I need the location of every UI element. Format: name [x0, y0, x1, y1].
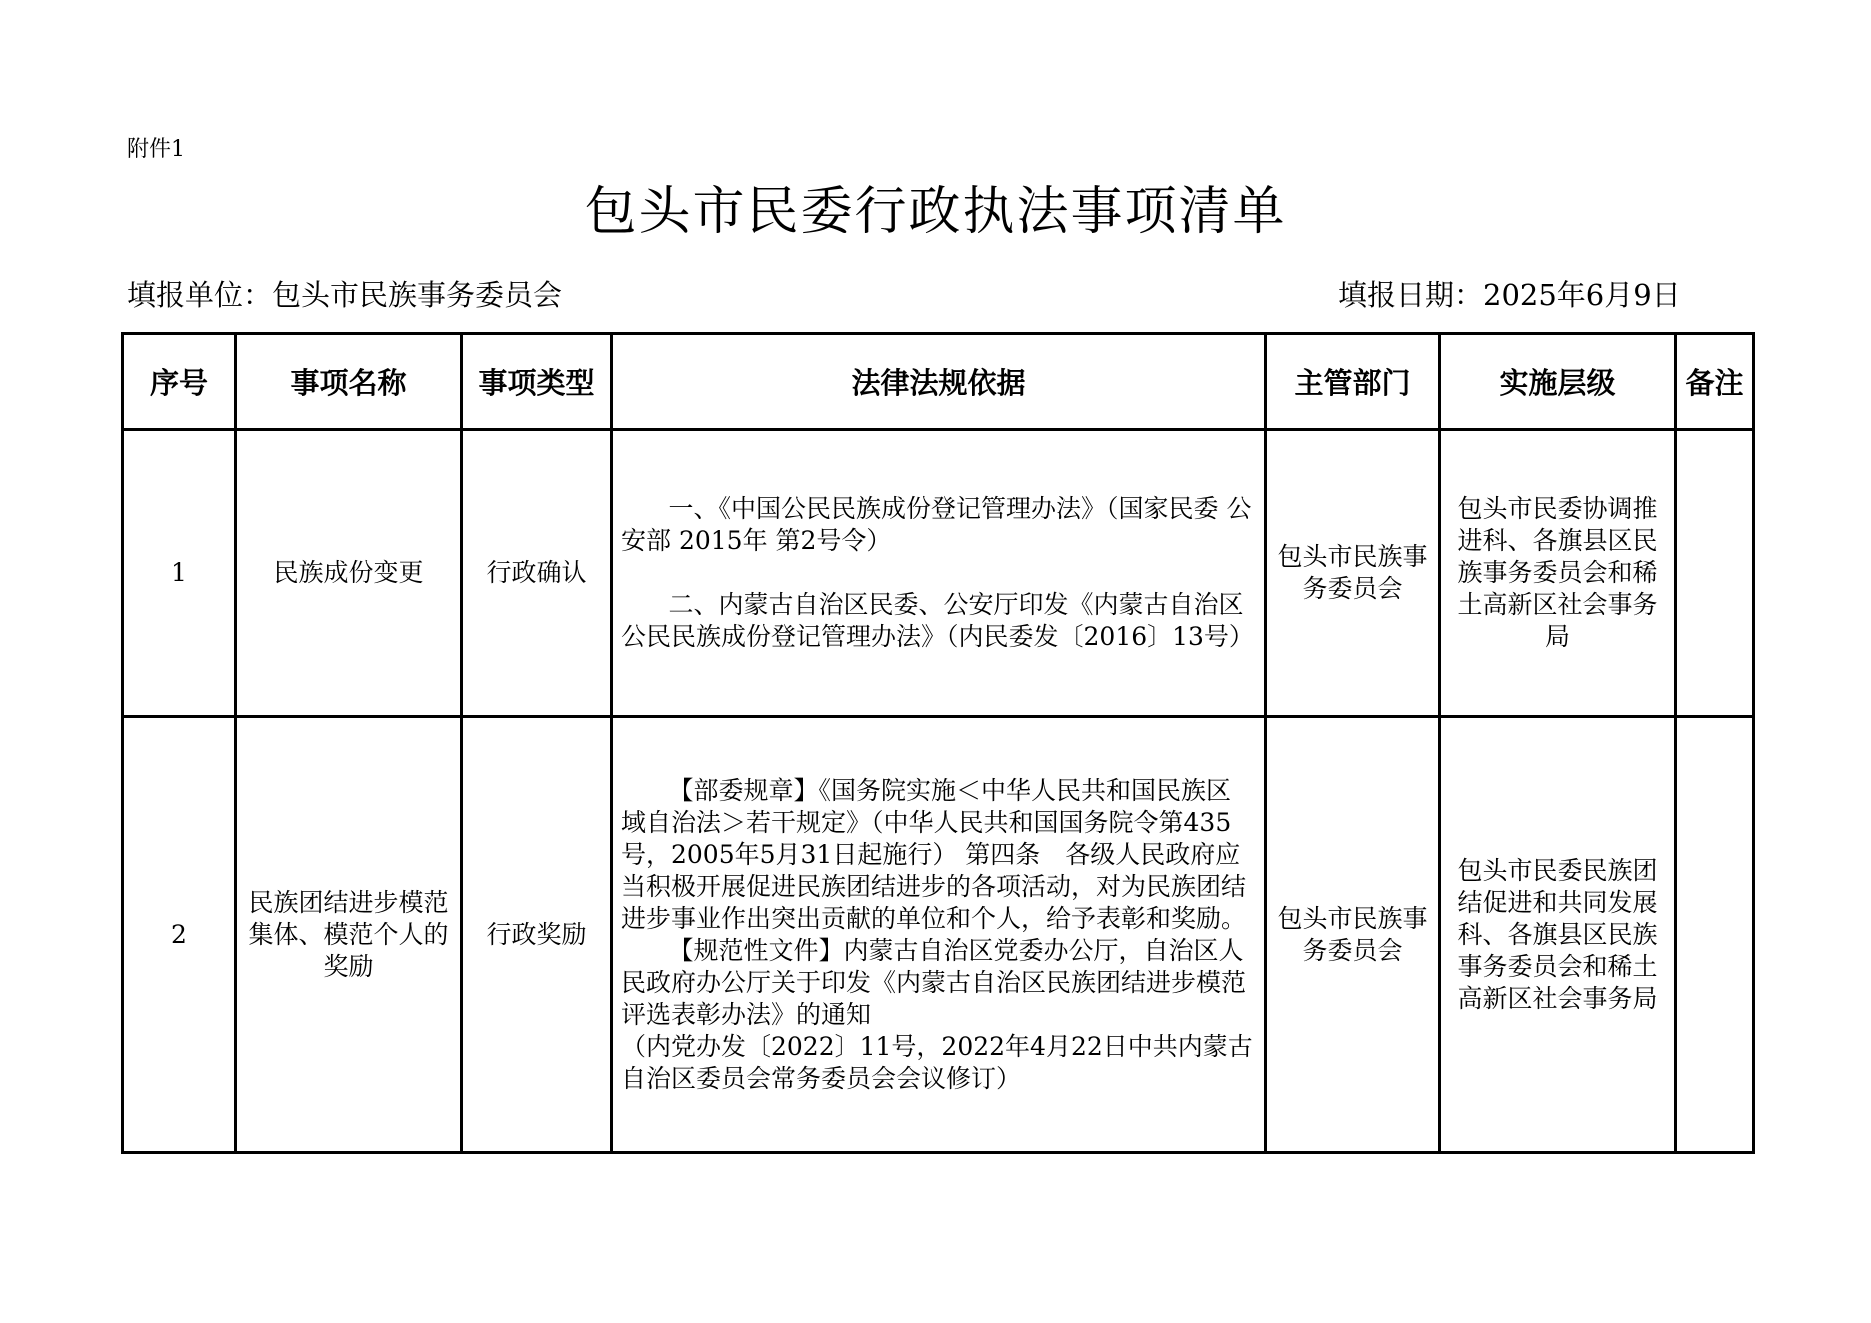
filing-date: 填报日期：2025年6月9日: [1338, 278, 1681, 312]
cell-remark: [1676, 430, 1754, 717]
cell-level: 包头市民委协调推进科、各旗县区民族事务委员会和稀土高新区社会事务局: [1440, 430, 1676, 717]
table-row: [123, 430, 1754, 717]
cell-item-type: 行政确认: [462, 430, 612, 717]
cell-item-type: 行政奖励: [462, 717, 612, 1153]
paragraph-gap: [621, 557, 1254, 589]
cell-remark: [1676, 717, 1754, 1153]
cell-item-name: 民族团结进步模范集体、模范个人的奖励: [236, 717, 462, 1153]
basis-paragraph: 二、内蒙古自治区民委、公安厅印发《内蒙古自治区公民民族成份登记管理办法》（内民委发〔2016〕13号）: [621, 590, 1254, 651]
table-header-row: [123, 334, 1754, 430]
basis-paragraph: （内党办发〔2022〕11号，2022年4月22日中共内蒙古自治区委员会常务委员会会议修订）: [621, 1031, 1253, 1093]
filing-unit: 填报单位：包头市民族事务委员会: [127, 278, 563, 312]
table-row: [123, 717, 1754, 1153]
header-no: 序号: [123, 334, 236, 430]
basis-paragraph: 【部委规章】《国务院实施＜中华人民共和国民族区域自治法＞若干规定》（中华人民共和国国务院令第435号，2005年5月31日起施行） 第四条 各级人民政府应当积极开展促进民族团结进步的各项活动，对为民族团结进步事业作出突出贡献的单位和个人，给予表彰和奖励。: [621, 775, 1247, 933]
header-level: 实施层级: [1440, 334, 1676, 430]
page-title: 包头市民委行政执法事项清单: [584, 182, 1287, 242]
cell-department: 包头市民族事务委员会: [1266, 717, 1440, 1153]
cell-level: 包头市民委民族团结促进和共同发展科、各旗县区民族事务委员会和稀土高新区社会事务局: [1440, 717, 1676, 1153]
cell-no: 1: [123, 430, 236, 717]
header-department: 主管部门: [1266, 334, 1440, 430]
cell-no: 2: [123, 717, 236, 1153]
attachment-label: 附件1: [127, 137, 185, 162]
basis-paragraph: 【规范性文件】内蒙古自治区党委办公厅，自治区人民政府办公厅关于印发《内蒙古自治区民族团结进步模范评选表彰办法》的通知: [621, 935, 1247, 1029]
header-item-name: 事项名称: [236, 334, 462, 430]
enforcement-items-table: [121, 332, 1752, 1154]
cell-item-name: 民族成份变更: [236, 430, 462, 717]
header-item-type: 事项类型: [462, 334, 612, 430]
header-remark: 备注: [1676, 334, 1754, 430]
cell-legal-basis: [612, 717, 1266, 1153]
header-legal-basis: 法律法规依据: [612, 334, 1266, 430]
cell-department: 包头市民族事务委员会: [1266, 430, 1440, 717]
basis-paragraph: 一、《中国公民民族成份登记管理办法》（国家民委 公安部 2015年 第2号令）: [621, 494, 1252, 555]
cell-legal-basis: [612, 430, 1266, 717]
